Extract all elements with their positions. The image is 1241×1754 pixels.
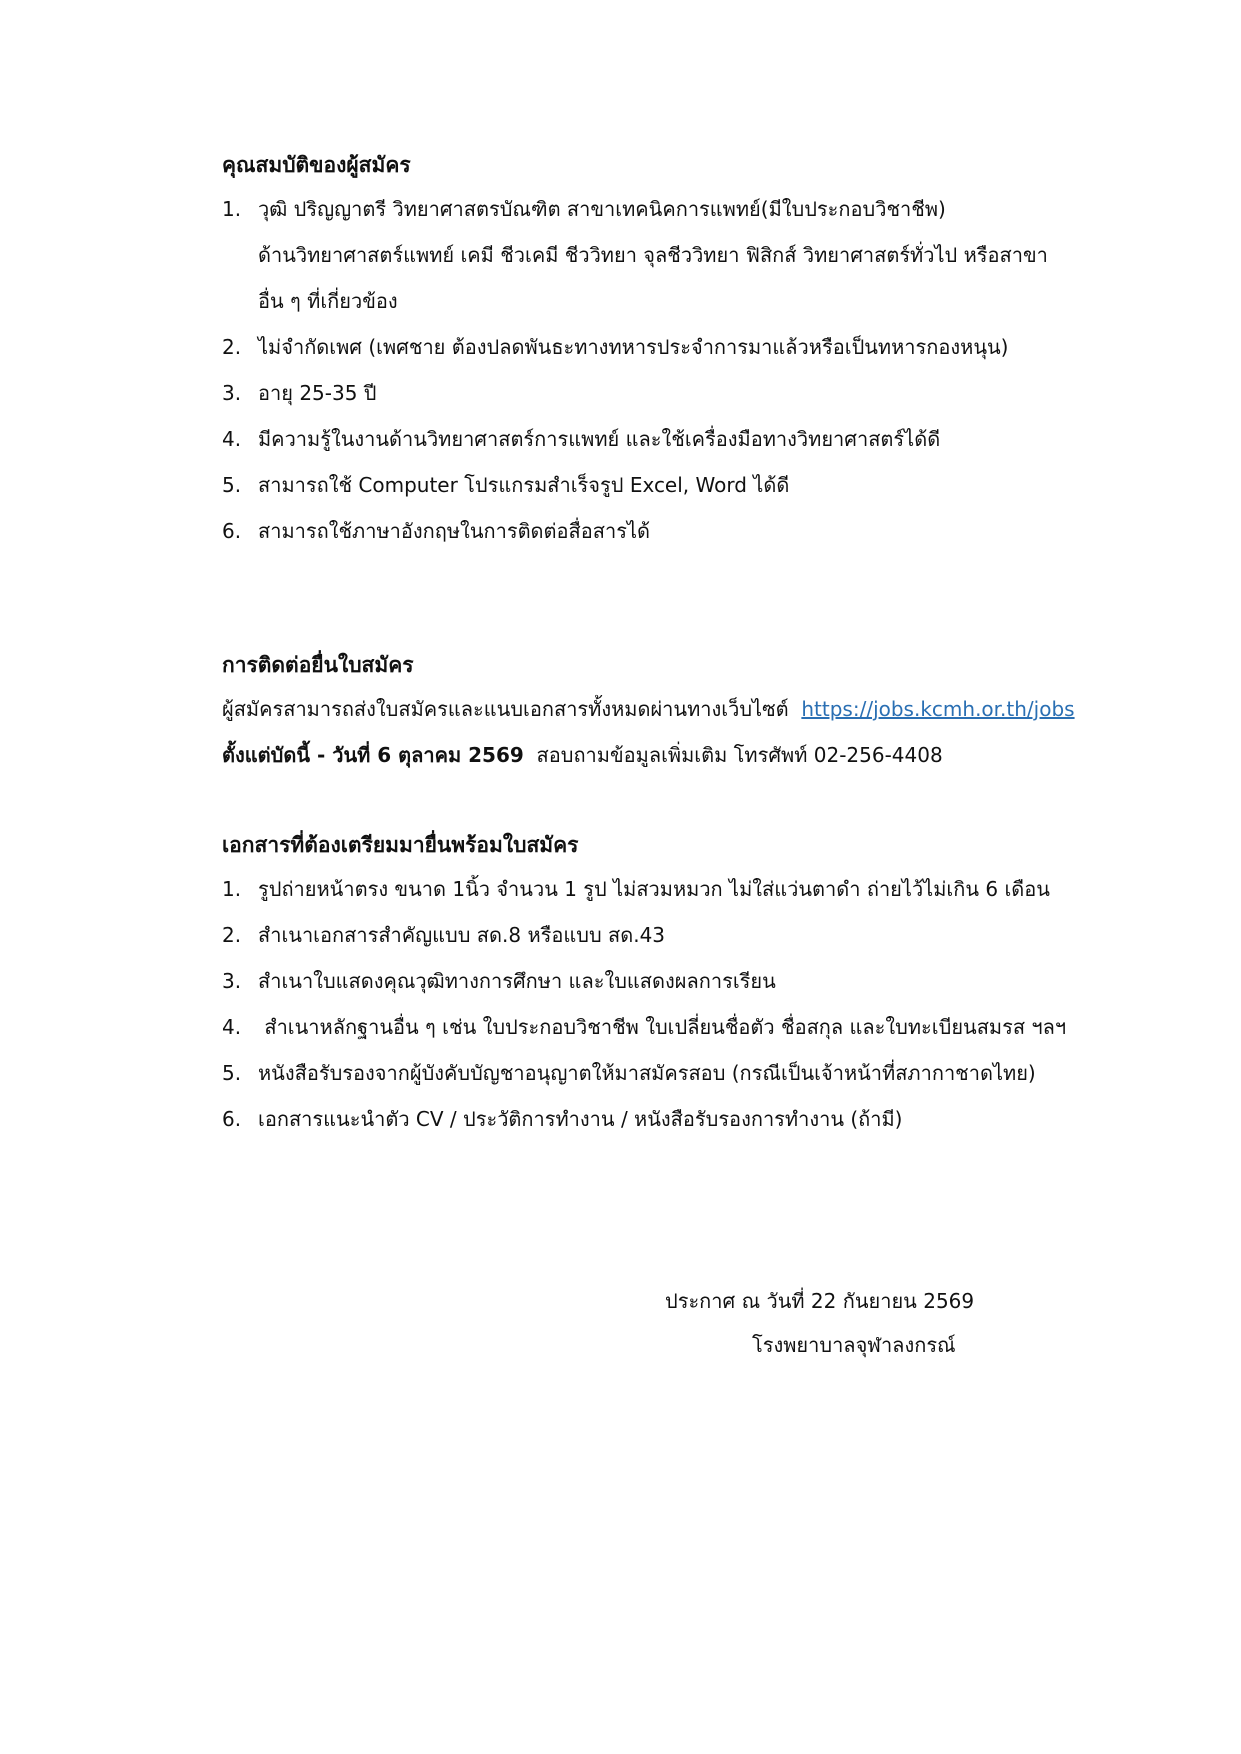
item-number: 4. [222,427,242,451]
qualifications-heading: คุณสมบัติของผู้สมัคร [222,153,411,177]
item-number: 3. [222,969,242,993]
document-item-6 [222,1104,902,1134]
item-number: 6. [222,519,242,543]
item-text: สำเนาหลักฐานอื่น ๆ เช่น ใบประกอบวิชาชีพ ใบเปลี่ยนชื่อตัว ชื่อสกุล และใบทะเบียนสมรส ฯลฯ [258,1015,1067,1039]
qualification-item-3 [222,378,377,408]
item-text: อายุ 25-35 ปี [258,381,377,405]
deadline-text: ตั้งแต่บัดนี้ - วันที่ 6 ตุลาคม 2569 [222,743,524,767]
item-text: มีความรู้ในงานด้านวิทยาศาสตร์การแพทย์ และใช้เครื่องมือทางวิทยาศาสตร์ได้ดี [258,427,941,451]
qualification-item-1-line-3: อื่น ๆ ที่เกี่ยวข้อง [258,289,398,313]
item-number: 6. [222,1107,242,1131]
item-text: ไม่จำกัดเพศ (เพศชาย ต้องปลดพันธะทางทหารประจำการมาแล้วหรือเป็นทหารกองหนุน) [258,335,1009,359]
organization-name: โรงพยาบาลจุฬาลงกรณ์ [752,1333,956,1357]
item-text: สำเนาใบแสดงคุณวุฒิทางการศึกษา และใบแสดงผลการเรียน [258,969,776,993]
contact-text: ผู้สมัครสามารถส่งใบสมัครและแนบเอกสารทั้งหมดผ่านทางเว็บไซต์ [222,697,789,721]
item-number: 2. [222,335,242,359]
item-text: สามารถใช้ภาษาอังกฤษในการติดต่อสื่อสารได้ [258,519,650,543]
contact-line-1 [222,694,1075,724]
jobs-website-link[interactable]: https://jobs.kcmh.or.th/jobs [801,697,1075,721]
item-number: 1. [222,197,242,221]
qualification-item-1-line-2: ด้านวิทยาศาสตร์แพทย์ เคมี ชีวเคมี ชีววิทยา จุลชีววิทยา ฟิสิกส์ วิทยาศาสตร์ทั่วไป หรือสาขา [258,243,1048,267]
document-item-5 [222,1058,1036,1088]
announcement-date: ประกาศ ณ วันที่ 22 กันยายน 2569 [665,1289,975,1313]
item-number: 1. [222,877,242,901]
item-text: สำเนาเอกสารสำคัญแบบ สด.8 หรือแบบ สด.43 [258,923,666,947]
contact-heading: การติดต่อยื่นใบสมัคร [222,653,414,677]
document-item-2 [222,920,665,950]
document-item-1 [222,874,1050,904]
item-text: วุฒิ ปริญญาตรี วิทยาศาสตรบัณฑิต สาขาเทคนิคการแพทย์(มีใบประกอบวิชาชีพ) [258,197,946,221]
item-number: 4. [222,1015,242,1039]
item-number: 2. [222,923,242,947]
item-text: รูปถ่ายหน้าตรง ขนาด 1นิ้ว จำนวน 1 รูป ไม่สวมหมวก ไม่ใส่แว่นตาดำ ถ่ายไว้ไม่เกิน 6 เดือน [258,877,1050,901]
item-text: หนังสือรับรองจากผู้บังคับบัญชาอนุญาตให้มาสมัครสอบ (กรณีเป็นเจ้าหน้าที่สภากาชาดไทย) [258,1061,1036,1085]
document-item-3 [222,966,776,996]
item-number: 5. [222,1061,242,1085]
qualification-item-1 [222,194,946,224]
qualification-item-6 [222,516,650,546]
contact-line-2 [222,740,943,770]
qualification-item-2 [222,332,1009,362]
phone-info-text: สอบถามข้อมูลเพิ่มเติม โทรศัพท์ 02-256-4408 [536,743,943,767]
qualification-item-4 [222,424,940,454]
item-text: เอกสารแนะนำตัว CV / ประวัติการทำงาน / หนังสือรับรองการทำงาน (ถ้ามี) [258,1107,903,1131]
item-number: 3. [222,381,242,405]
item-text: สามารถใช้ Computer โปรแกรมสำเร็จรูป Excel, Word ได้ดี [258,473,790,497]
item-number: 5. [222,473,242,497]
document-item-4 [222,1012,1066,1042]
qualification-item-5 [222,470,789,500]
documents-heading: เอกสารที่ต้องเตรียมมายื่นพร้อมใบสมัคร [222,833,579,857]
